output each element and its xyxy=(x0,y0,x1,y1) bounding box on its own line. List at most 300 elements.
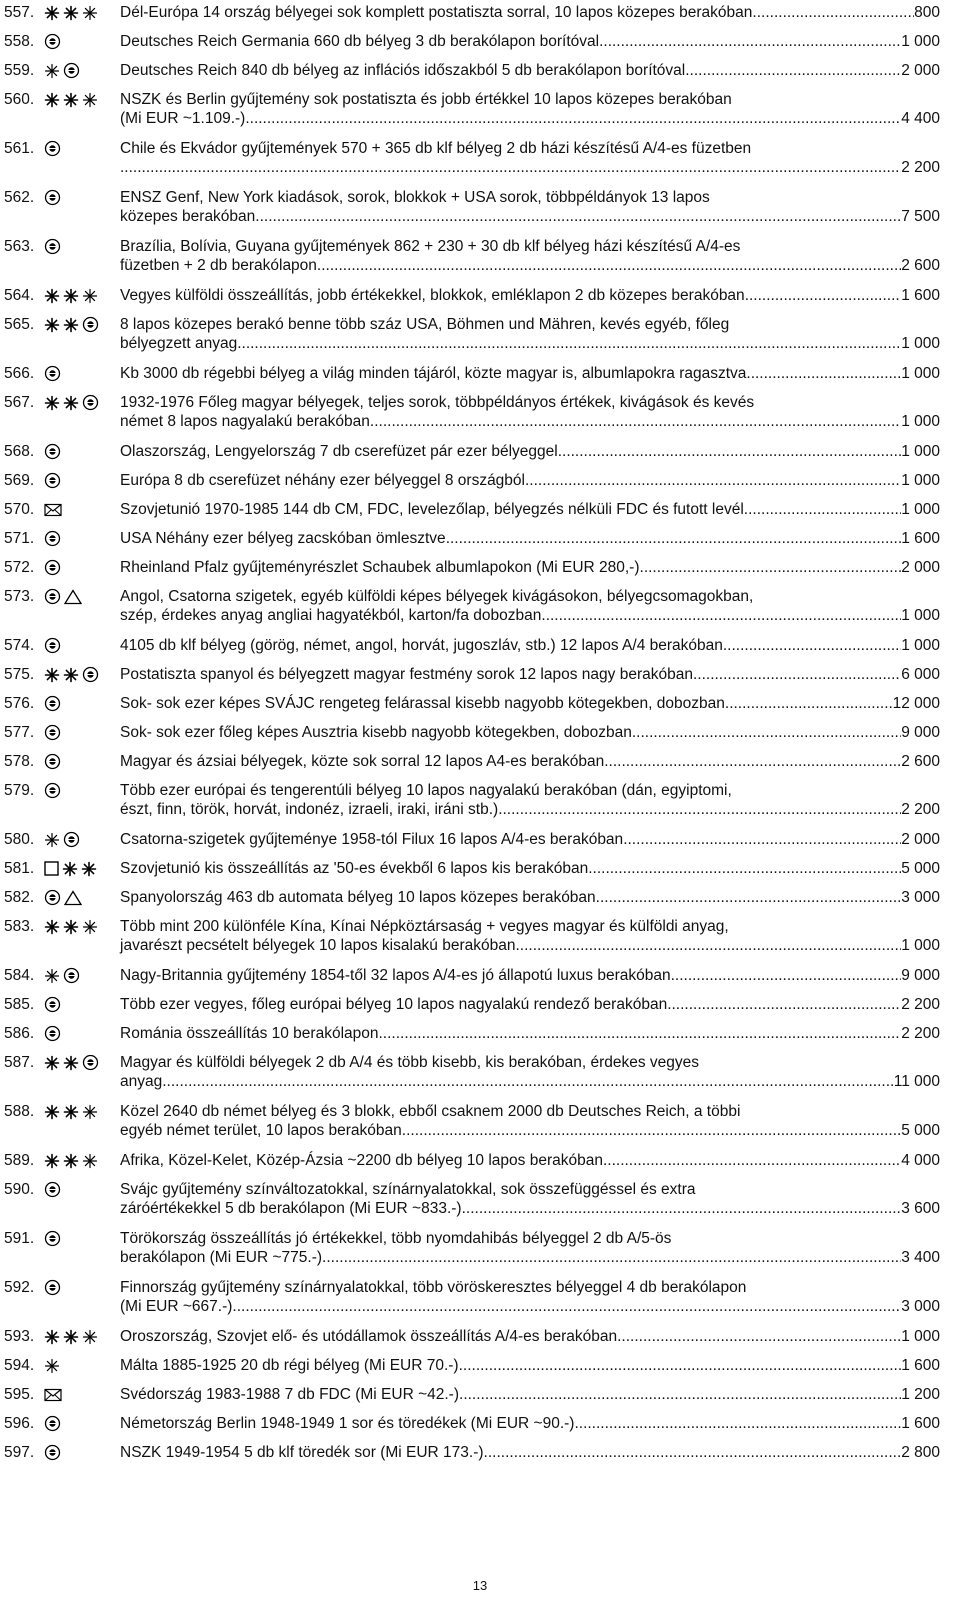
unused-icon xyxy=(44,1153,60,1169)
description-text: Sok- sok ezer képes SVÁJC rengeteg felárassal kisebb nagyobb kötegekben, dobozban xyxy=(120,695,725,712)
dot-leader xyxy=(667,995,901,1014)
lot-entry xyxy=(4,1102,940,1140)
dot-leader xyxy=(245,109,901,128)
used-icon xyxy=(44,1415,61,1432)
lot-description xyxy=(120,859,940,878)
description-text: Szovjetunió kis összeállítás az '50-es évekből 6 lapos kis berakóban xyxy=(120,860,589,877)
lot-entry xyxy=(4,364,940,383)
lot-price: 1 000 xyxy=(901,443,940,460)
lot-number: 562. xyxy=(4,189,35,206)
condition-icons xyxy=(44,558,120,577)
lot-description xyxy=(120,1102,940,1140)
unused-icon xyxy=(44,1104,60,1120)
used-icon xyxy=(82,316,99,333)
lot-price: 11 000 xyxy=(893,1073,940,1090)
cover-icon xyxy=(44,503,62,517)
condition-icons xyxy=(44,1102,120,1121)
lot-entry xyxy=(4,529,940,548)
lot-description xyxy=(120,364,940,383)
lot-number: 584. xyxy=(4,967,35,984)
lot-entry xyxy=(4,558,940,577)
dot-leader xyxy=(574,1414,901,1433)
used-icon xyxy=(63,967,80,984)
lot-number: 564. xyxy=(4,287,35,304)
description-text: Kb 3000 db régebbi bélyeg a világ minden tájáról, közte magyar is, albumlapokra ragasztva xyxy=(120,365,747,382)
condition-icons xyxy=(44,917,120,936)
unused-icon xyxy=(63,667,79,683)
lot-number: 568. xyxy=(4,443,35,460)
used-icon xyxy=(44,189,61,206)
lot-entry xyxy=(4,32,940,51)
condition-icons xyxy=(44,1278,120,1297)
used-icon xyxy=(63,831,80,848)
lot-price: 2 200 xyxy=(901,1025,940,1042)
lot-price: 1 000 xyxy=(901,1328,940,1345)
used-icon xyxy=(63,62,80,79)
hinged-icon xyxy=(44,968,60,984)
lot-description xyxy=(120,558,940,577)
lot-entry xyxy=(4,139,940,177)
unused-icon xyxy=(44,317,60,333)
unused-icon xyxy=(44,919,60,935)
used-icon xyxy=(44,443,61,460)
lot-description xyxy=(120,1151,940,1170)
lot-description xyxy=(120,917,940,955)
lot-description xyxy=(120,723,940,742)
hinged-icon xyxy=(82,1104,98,1120)
description-text: Több ezer vegyes, főleg európai bélyeg 10 lapos nagyalakú rendező berakóban xyxy=(120,996,668,1013)
description-text: Málta 1885-1925 20 db régi bélyeg (Mi EUR 70.-) xyxy=(120,1357,459,1374)
used-icon xyxy=(44,33,61,50)
lot-number: 595. xyxy=(4,1386,35,1403)
description-text: német 8 lapos nagyalakú berakóban xyxy=(120,413,370,430)
condition-icons xyxy=(44,32,120,51)
description-text: észt, finn, török, horvát, indonéz, izraeli, iraki, iráni stb.) xyxy=(120,801,499,818)
lot-price: 4 400 xyxy=(901,110,940,127)
condition-icons xyxy=(44,139,120,158)
lot-description xyxy=(120,1024,940,1043)
lot-price: 1 000 xyxy=(901,365,940,382)
description-text: Európa 8 db cserefüzet néhány ezer bélyeggel 8 országból xyxy=(120,472,525,489)
lot-number: 580. xyxy=(4,831,35,848)
dot-leader xyxy=(623,830,901,849)
lot-price: 2 200 xyxy=(901,801,940,818)
unused-icon xyxy=(63,1329,79,1345)
lot-number: 593. xyxy=(4,1328,35,1345)
lot-description xyxy=(120,61,940,80)
used-icon xyxy=(44,637,61,654)
box-icon xyxy=(44,861,59,876)
lot-entry xyxy=(4,781,940,819)
lot-entry xyxy=(4,995,940,1014)
lot-number: 581. xyxy=(4,860,35,877)
used-icon xyxy=(44,753,61,770)
description-text: Olaszország, Lengyelország 7 db cserefüzet pár ezer bélyeggel xyxy=(120,443,558,460)
lot-entry xyxy=(4,859,940,878)
dot-leader xyxy=(379,1024,902,1043)
lot-description xyxy=(120,587,940,625)
condition-icons xyxy=(44,90,120,109)
lot-description xyxy=(120,188,940,226)
description-text: Chile és Ekvádor gyűjtemények 570 + 365 db klf bélyeg 2 db házi készítésű A/4-es füzetben xyxy=(120,140,752,157)
dot-leader xyxy=(322,1248,901,1267)
description-text: anyag xyxy=(120,1073,163,1090)
lot-entry xyxy=(4,188,940,226)
unused-icon xyxy=(44,288,60,304)
page-number: 13 xyxy=(472,1578,488,1593)
lot-entry xyxy=(4,694,940,713)
lot-price: 3 600 xyxy=(901,1200,940,1217)
used-icon xyxy=(44,889,61,906)
lot-entry xyxy=(4,1278,940,1316)
condition-icons xyxy=(44,286,120,305)
lot-entry xyxy=(4,830,940,849)
condition-icons xyxy=(44,966,120,985)
description-text: 8 lapos közepes berakó benne több száz USA, Böhmen und Mähren, kevés egyéb, főleg xyxy=(120,316,730,333)
lot-entry xyxy=(4,1443,940,1462)
dot-leader xyxy=(671,966,902,985)
lot-entry xyxy=(4,90,940,128)
lot-number: 559. xyxy=(4,62,35,79)
lot-entry xyxy=(4,393,940,431)
condition-icons xyxy=(44,1385,120,1404)
lot-number: 563. xyxy=(4,238,35,255)
dot-leader xyxy=(232,1297,901,1316)
condition-icons xyxy=(44,315,120,334)
condition-icons xyxy=(44,1443,120,1462)
description-text: Több ezer európai és tengerentúli bélyeg 10 lapos nagyalakú berakóban (dán, egyiptomi, xyxy=(120,782,732,799)
condition-icons xyxy=(44,1229,120,1248)
lot-price: 1 200 xyxy=(901,1386,940,1403)
used-icon xyxy=(44,1444,61,1461)
lot-price: 2 000 xyxy=(901,559,940,576)
condition-icons xyxy=(44,1053,120,1072)
lot-price: 1 600 xyxy=(901,1415,940,1432)
used-icon xyxy=(82,666,99,683)
condition-icons xyxy=(44,61,120,80)
condition-icons xyxy=(44,723,120,742)
lot-description xyxy=(120,1414,940,1433)
lot-entry xyxy=(4,471,940,490)
dot-leader xyxy=(685,61,901,80)
lot-entry xyxy=(4,1385,940,1404)
lot-description xyxy=(120,1278,940,1316)
description-text: (Mi EUR ~667.-) xyxy=(120,1298,233,1315)
description-text: Oroszország, Szovjet elő- és utódállamok összeállítás A/4-es berakóban xyxy=(120,1328,618,1345)
lot-entry xyxy=(4,1024,940,1043)
lot-description xyxy=(120,752,940,771)
description-text: egyéb német terület, 10 lapos berakóban xyxy=(120,1122,402,1139)
lot-entry xyxy=(4,636,940,655)
description-text: Brazília, Bolívia, Guyana gyűjtemények 862 + 230 + 30 db klf bélyeg házi készítésű A/4-es xyxy=(120,238,741,255)
used-icon xyxy=(82,394,99,411)
condition-icons xyxy=(44,188,120,207)
description-text: USA Néhány ezer bélyeg zacskóban ömlesztve xyxy=(120,530,446,547)
lot-number: 596. xyxy=(4,1415,35,1432)
unused-icon xyxy=(63,5,79,21)
lot-number: 589. xyxy=(4,1152,35,1169)
unused-icon xyxy=(63,317,79,333)
lot-price: 2 200 xyxy=(901,996,940,1013)
lot-number: 582. xyxy=(4,889,35,906)
lot-number: 576. xyxy=(4,695,35,712)
condition-icons xyxy=(44,665,120,684)
lot-number: 585. xyxy=(4,996,35,1013)
lot-description xyxy=(120,237,940,275)
unused-icon xyxy=(44,1055,60,1071)
used-icon xyxy=(44,365,61,382)
condition-icons xyxy=(44,442,120,461)
lot-price: 1 000 xyxy=(901,607,940,624)
lot-price: 2 200 xyxy=(901,159,940,176)
lot-price: 1 000 xyxy=(901,501,940,518)
lot-entry xyxy=(4,587,940,625)
lot-number: 586. xyxy=(4,1025,35,1042)
hinged-icon xyxy=(82,5,98,21)
unused-icon xyxy=(63,1055,79,1071)
lot-price: 2 000 xyxy=(901,62,940,79)
lot-entry xyxy=(4,665,940,684)
condition-icons xyxy=(44,471,120,490)
used-icon xyxy=(44,238,61,255)
lot-entry xyxy=(4,237,940,275)
lot-number: 570. xyxy=(4,501,35,518)
lot-description xyxy=(120,1180,940,1218)
dot-leader xyxy=(744,500,901,519)
lot-description xyxy=(120,995,940,1014)
lot-price: 2 600 xyxy=(901,753,940,770)
lot-description xyxy=(120,966,940,985)
description-text: Deutsches Reich Germania 660 db bélyeg 3 db berakólapon borítóval xyxy=(120,33,600,50)
unused-icon xyxy=(81,861,97,877)
description-text: Csatorna-szigetek gyűjteménye 1958-tól Filux 16 lapos A/4-es berakóban xyxy=(120,831,624,848)
lot-number: 575. xyxy=(4,666,35,683)
hinged-icon xyxy=(44,832,60,848)
lot-price: 800 xyxy=(914,4,940,21)
dot-leader xyxy=(746,364,901,383)
lot-description xyxy=(120,888,940,907)
condition-icons xyxy=(44,587,120,606)
lot-number: 597. xyxy=(4,1444,35,1461)
dot-leader xyxy=(498,800,901,819)
lot-description xyxy=(120,442,940,461)
dot-leader xyxy=(558,442,902,461)
lot-number: 592. xyxy=(4,1279,35,1296)
lot-entry xyxy=(4,442,940,461)
lot-entry xyxy=(4,752,940,771)
lot-number: 558. xyxy=(4,33,35,50)
description-text: Finnország gyűjtemény színárnyalatokkal, több vöröskeresztes bélyeggel 4 db berakólapon xyxy=(120,1279,747,1296)
description-text: NSZK 1949-1954 5 db klf töredék sor (Mi EUR 173.-) xyxy=(120,1444,484,1461)
dot-leader xyxy=(525,471,901,490)
lot-entry xyxy=(4,286,940,305)
lot-price: 9 000 xyxy=(901,967,940,984)
unused-icon xyxy=(44,667,60,683)
lot-entry xyxy=(4,61,940,80)
dot-leader xyxy=(237,334,901,353)
lot-price: 7 500 xyxy=(901,208,940,225)
dot-leader xyxy=(484,1443,902,1462)
hinged-icon xyxy=(82,92,98,108)
condition-icons xyxy=(44,1180,120,1199)
used-icon xyxy=(44,695,61,712)
cover-icon xyxy=(44,1388,62,1402)
lot-entry xyxy=(4,1229,940,1267)
lot-price: 2 600 xyxy=(901,257,940,274)
dot-leader xyxy=(446,529,902,548)
unused-icon xyxy=(63,1104,79,1120)
condition-icons xyxy=(44,859,120,878)
lot-price: 1 600 xyxy=(901,287,940,304)
dot-leader xyxy=(725,694,893,713)
lot-price: 1 000 xyxy=(901,335,940,352)
lot-entry xyxy=(4,917,940,955)
lot-number: 574. xyxy=(4,637,35,654)
description-text: bélyegzett anyag xyxy=(120,335,238,352)
cutout-icon xyxy=(64,890,82,906)
lot-entry xyxy=(4,966,940,985)
used-icon xyxy=(44,1025,61,1042)
unused-icon xyxy=(44,5,60,21)
lot-price: 1 000 xyxy=(901,33,940,50)
lot-price: 5 000 xyxy=(901,1122,940,1139)
condition-icons xyxy=(44,752,120,771)
lot-price: 1 000 xyxy=(901,937,940,954)
lot-description xyxy=(120,286,940,305)
lot-description xyxy=(120,139,940,177)
description-text: Dél-Európa 14 ország bélyegei sok komplett postatiszta sorral, 10 lapos közepes berakóban xyxy=(120,4,753,21)
used-icon xyxy=(44,1230,61,1247)
dot-leader xyxy=(745,286,902,305)
condition-icons xyxy=(44,995,120,1014)
lot-description xyxy=(120,665,940,684)
description-text: Spanyolország 463 db automata bélyeg 10 lapos közepes berakóban xyxy=(120,889,596,906)
used-icon xyxy=(44,782,61,799)
description-text: Vegyes külföldi összeállítás, jobb értékekkel, blokkok, emléklapon 2 db közepes berakóban xyxy=(120,287,745,304)
lot-number: 571. xyxy=(4,530,35,547)
lot-entry xyxy=(4,723,940,742)
condition-icons xyxy=(44,1327,120,1346)
dot-leader xyxy=(546,606,902,625)
hinged-icon xyxy=(82,288,98,304)
description-text: Afrika, Közel-Kelet, Közép-Ázsia ~2200 db bélyeg 10 lapos berakóban xyxy=(120,1152,603,1169)
condition-icons xyxy=(44,1151,120,1170)
hinged-icon xyxy=(44,63,60,79)
lot-number: 583. xyxy=(4,918,35,935)
hinged-icon xyxy=(82,1153,98,1169)
dot-leader xyxy=(604,752,901,771)
description-text: Rheinland Pfalz gyűjteményrészlet Schaubek albumlapokon (Mi EUR 280,-) xyxy=(120,559,640,576)
lot-number: 594. xyxy=(4,1357,35,1374)
description-text: Svédország 1983-1988 7 db FDC (Mi EUR ~42.-) xyxy=(120,1386,460,1403)
lot-description xyxy=(120,90,940,128)
description-text: Postatiszta spanyol és bélyegzett magyar festmény sorok 12 lapos nagy berakóban xyxy=(120,666,693,683)
used-icon xyxy=(44,1181,61,1198)
lot-price: 6 000 xyxy=(901,666,940,683)
dot-leader xyxy=(599,32,901,51)
description-text: füzetben + 2 db berakólapon xyxy=(120,257,317,274)
lot-description xyxy=(120,1053,940,1091)
lot-price: 1 600 xyxy=(901,530,940,547)
lot-number: 588. xyxy=(4,1103,35,1120)
used-icon xyxy=(44,724,61,741)
unused-icon xyxy=(63,395,79,411)
lot-entry xyxy=(4,500,940,519)
lot-price: 5 000 xyxy=(901,860,940,877)
used-icon xyxy=(44,1279,61,1296)
dot-leader xyxy=(402,1121,901,1140)
lot-entry xyxy=(4,1053,940,1091)
condition-icons xyxy=(44,1356,120,1375)
description-text: Németország Berlin 1948-1949 1 sor és töredékek (Mi EUR ~90.-) xyxy=(120,1415,575,1432)
description-text: Románia összeállítás 10 berakólapon xyxy=(120,1025,379,1042)
lot-number: 565. xyxy=(4,316,35,333)
used-icon xyxy=(44,140,61,157)
dot-leader xyxy=(317,256,901,275)
lot-description xyxy=(120,830,940,849)
lot-description xyxy=(120,315,940,353)
description-text: Svájc gyűjtemény színváltozatokkal, színárnyalatokkal, sok összefüggéssel és extra xyxy=(120,1181,696,1198)
dot-leader xyxy=(603,1151,901,1170)
description-text: javarészt pecsételt bélyegek 10 lapos kisalakú berakóban xyxy=(120,937,516,954)
used-icon xyxy=(82,1054,99,1071)
lot-number: 587. xyxy=(4,1054,35,1071)
condition-icons xyxy=(44,500,120,519)
dot-leader xyxy=(462,1199,902,1218)
condition-icons xyxy=(44,781,120,800)
used-icon xyxy=(44,472,61,489)
hinged-icon xyxy=(82,919,98,935)
lot-description xyxy=(120,1229,940,1267)
lot-price: 1 600 xyxy=(901,1357,940,1374)
description-text: Több mint 200 különféle Kína, Kínai Népköztársaság + vegyes magyar és külföldi anyag, xyxy=(120,918,729,935)
unused-icon xyxy=(63,92,79,108)
lot-description xyxy=(120,32,940,51)
lot-number: 577. xyxy=(4,724,35,741)
unused-icon xyxy=(63,919,79,935)
lot-description xyxy=(120,1356,940,1375)
lot-entry xyxy=(4,1151,940,1170)
description-text: Közel 2640 db német bélyeg és 3 blokk, ebből csaknem 2000 db Deutsches Reich, a többi xyxy=(120,1103,741,1120)
unused-icon xyxy=(62,861,78,877)
lot-description xyxy=(120,3,940,22)
description-text: közepes berakóban xyxy=(120,208,256,225)
lot-description xyxy=(120,636,940,655)
lot-entry xyxy=(4,1327,940,1346)
lot-description xyxy=(120,1327,940,1346)
unused-icon xyxy=(63,288,79,304)
condition-icons xyxy=(44,3,120,22)
auction-lot-list xyxy=(4,3,940,1472)
lot-price: 3 000 xyxy=(901,1298,940,1315)
description-text: NSZK és Berlin gyűjtemény sok postatiszta és jobb értékkel 10 lapos közepes berakóban xyxy=(120,91,732,108)
condition-icons xyxy=(44,888,120,907)
unused-icon xyxy=(44,92,60,108)
lot-entry xyxy=(4,1356,940,1375)
unused-icon xyxy=(44,1329,60,1345)
dot-leader xyxy=(596,888,902,907)
description-text: (Mi EUR ~1.109.-) xyxy=(120,110,246,127)
description-text: Angol, Csatorna szigetek, egyéb külföldi képes bélyegek kivágásokon, bélyegcsomagokban, xyxy=(120,588,754,605)
lot-number: 560. xyxy=(4,91,35,108)
lot-price: 1 000 xyxy=(901,472,940,489)
description-text: Nagy-Britannia gyűjtemény 1854-től 32 lapos A/4-es jó állapotú luxus berakóban xyxy=(120,967,671,984)
used-icon xyxy=(44,996,61,1013)
description-text: Sok- sok ezer főleg képes Ausztria kisebb nagyobb kötegekben, dobozban xyxy=(120,724,632,741)
used-icon xyxy=(44,559,61,576)
dot-leader xyxy=(632,723,901,742)
lot-number: 566. xyxy=(4,365,35,382)
